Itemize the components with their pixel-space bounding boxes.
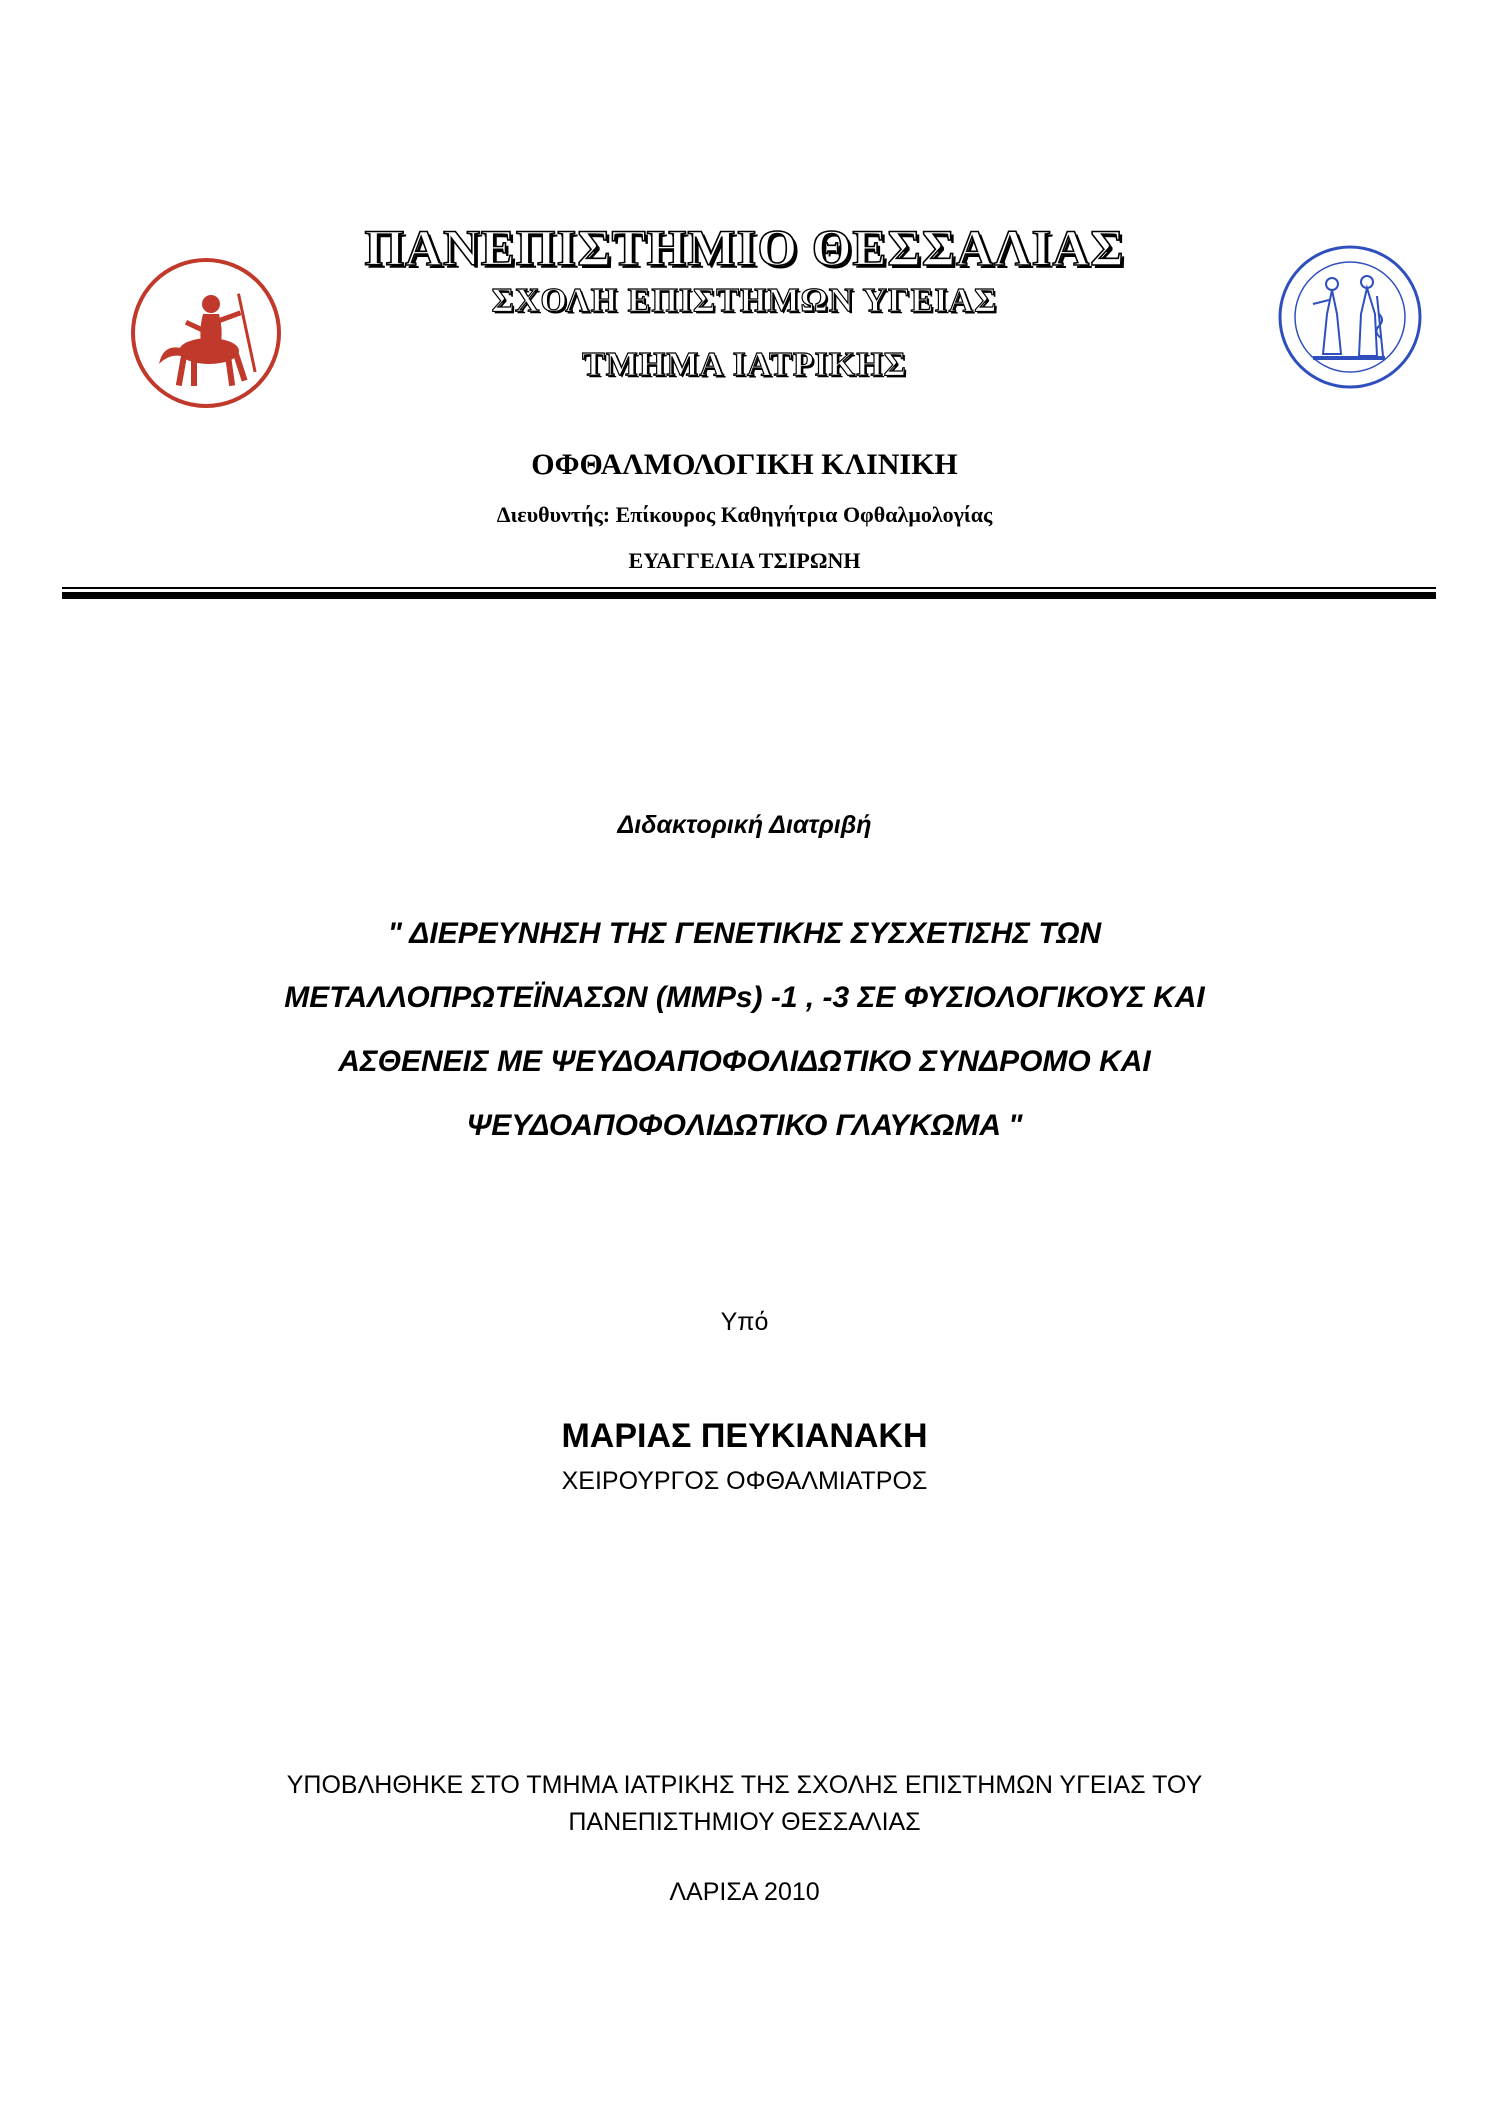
- director-title: Διευθυντής: Επίκουρος Καθηγήτρια Οφθαλμολογίας: [496, 502, 993, 527]
- submission-statement-line: ΠΑΝΕΠΙΣΤΗΜΙΟΥ ΘΕΣΣΑΛΙΑΣ: [568, 1808, 921, 1836]
- thesis-title-line: " ΔΙΕΡΕΥΝΗΣΗ ΤΗΣ ΓΕΝΕΤΙΚΗΣ ΣΥΣΧΕΤΙΣΗΣ ΤΩΝ: [387, 917, 1102, 950]
- header-divider-thick: [62, 592, 1436, 599]
- university-seal-logo: [129, 256, 283, 410]
- thesis-title-line: ΜΕΤΑΛΛΟΠΡΩΤΕΪΝΑΣΩΝ (MMPs) -1 , -3 ΣΕ ΦΥΣΙΟΛΟΓΙΚΟΥΣ ΚΑΙ: [284, 981, 1205, 1014]
- thesis-kind: Διδακτορική Διατριβή: [617, 811, 872, 839]
- school-name: ΣΧΟΛΗ ΕΠΙΣΤΗΜΩΝ ΥΓΕΙΑΣ: [491, 282, 998, 319]
- department-name: ΤΜΗΜΑ ΙΑΤΡΙΚΗΣ: [582, 346, 907, 383]
- thesis-title-line: ΨΕΥΔΟΑΠΟΦΟΛΙΔΩΤΙΚΟ ΓΛΑΥΚΩΜΑ ": [466, 1109, 1023, 1142]
- author-name: ΜΑΡΙΑΣ ΠΕΥΚΙΑΝΑΚΗ: [561, 1417, 928, 1455]
- author-role: ΧΕΙΡΟΥΡΓΟΣ ΟΦΘΑΛΜΙΑΤΡΟΣ: [561, 1467, 928, 1495]
- place-and-year: ΛΑΡΙΣΑ 2010: [669, 1878, 820, 1906]
- header-divider-thin: [62, 587, 1436, 589]
- director-name: ΕΥΑΓΓΕΛΙΑ ΤΣΙΡΩΝΗ: [628, 548, 861, 573]
- clinic-name: ΟΦΘΑΛΜΟΛΟΓΙΚΗ ΚΛΙΝΙΚΗ: [531, 448, 958, 481]
- submission-statement-line: ΥΠΟΒΛΗΘΗΚΕ ΣΤΟ ΤΜΗΜΑ ΙΑΤΡΙΚΗΣ ΤΗΣ ΣΧΟΛΗΣ ΕΠΙΣΤΗΜΩΝ ΥΓΕΙΑΣ ΤΟΥ: [286, 1771, 1203, 1799]
- university-name: ΠΑΝΕΠΙΣΤΗΜΙΟ ΘΕΣΣΑΛΙΑΣ: [364, 221, 1125, 277]
- thesis-title-line: ΑΣΘΕΝΕΙΣ ΜΕ ΨΕΥΔΟΑΠΟΦΟΛΙΔΩΤΙΚΟ ΣΥΝΔΡΟΜΟ ΚΑΙ: [338, 1045, 1151, 1078]
- by-label: Υπό: [720, 1308, 769, 1336]
